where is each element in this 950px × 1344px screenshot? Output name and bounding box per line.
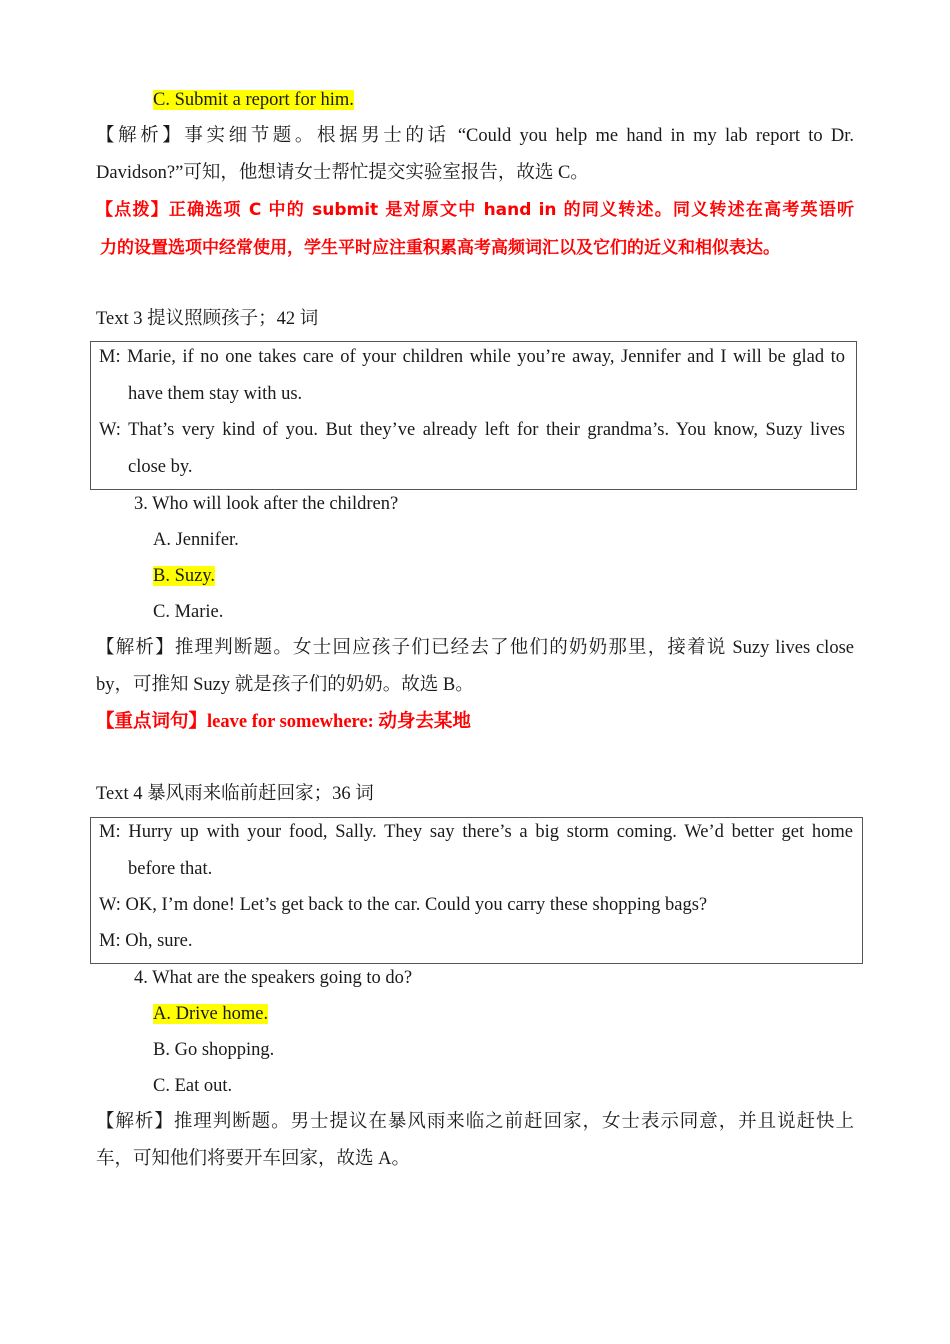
- text4-dialog-line: W: OK, I’m done! Let’s get back to the car. Could you carry these shopping bags?: [99, 895, 708, 915]
- text3-key-phrase: 【重点词句】leave for somewhere: 动身去某地: [96, 712, 471, 732]
- text3-dialog-line: M: Marie, if no one takes care of your children while you’re away, Jennifer and I will be glad to: [99, 347, 845, 367]
- text4-analysis-line2: 车，可知他们将要开车回家，故选 A。: [96, 1149, 410, 1169]
- text4-dialog-line: M: Oh, sure.: [99, 931, 193, 951]
- text3-analysis-line2: by，可推知 Suzy 就是孩子们的奶奶。故选 B。: [96, 675, 474, 695]
- q2-analysis-line1: 【解析】事实细节题。根据男士的话 “Could you help me hand in my lab report to Dr.: [96, 126, 854, 146]
- text3-option-b: B. Suzy.: [153, 566, 216, 586]
- text4-dialog-line: before that.: [128, 859, 213, 879]
- q2-tip-line2: 力的设置选项中经常使用，学生平时应注重积累高考高频词汇以及它们的近义和相似表达。: [100, 238, 780, 258]
- text3-option-a: A. Jennifer.: [153, 530, 239, 550]
- text4-option-c: C. Eat out.: [153, 1076, 233, 1096]
- q2-tip-line1: 【点拨】正确选项 C 中的 submit 是对原文中 hand in 的同义转述。同义转述在高考英语听: [96, 200, 854, 220]
- text3-analysis-line1: 【解析】推理判断题。女士回应孩子们已经去了他们的奶奶那里，接着说 Suzy lives close: [96, 638, 854, 658]
- text4-option-a: A. Drive home.: [153, 1004, 269, 1024]
- text4-question: 4. What are the speakers going to do?: [134, 968, 413, 988]
- text4-analysis-line1: 【解析】推理判断题。男士提议在暴风雨来临之前赶回家，女士表示同意，并且说赶快上: [96, 1112, 854, 1132]
- text3-dialog-line: W: That’s very kind of you. But they’ve already left for their grandma’s. You know, Suzy lives: [99, 420, 845, 440]
- text3-header: Text 3 提议照顾孩子；42 词: [96, 309, 319, 329]
- text4-dialog-line: M: Hurry up with your food, Sally. They say there’s a big storm coming. We’d better get home: [99, 822, 853, 842]
- text4-header: Text 4 暴风雨来临前赶回家；36 词: [96, 784, 374, 804]
- text3-dialog-line: have them stay with us.: [128, 384, 303, 404]
- text3-question: 3. Who will look after the children?: [134, 494, 399, 514]
- text4-option-b: B. Go shopping.: [153, 1040, 275, 1060]
- q2-option-c: C. Submit a report for him.: [153, 90, 354, 110]
- q2-analysis-line2: Davidson?”可知，他想请女士帮忙提交实验室报告，故选 C。: [96, 163, 589, 183]
- text3-option-c: C. Marie.: [153, 602, 224, 622]
- text3-dialog-line: close by.: [128, 457, 193, 477]
